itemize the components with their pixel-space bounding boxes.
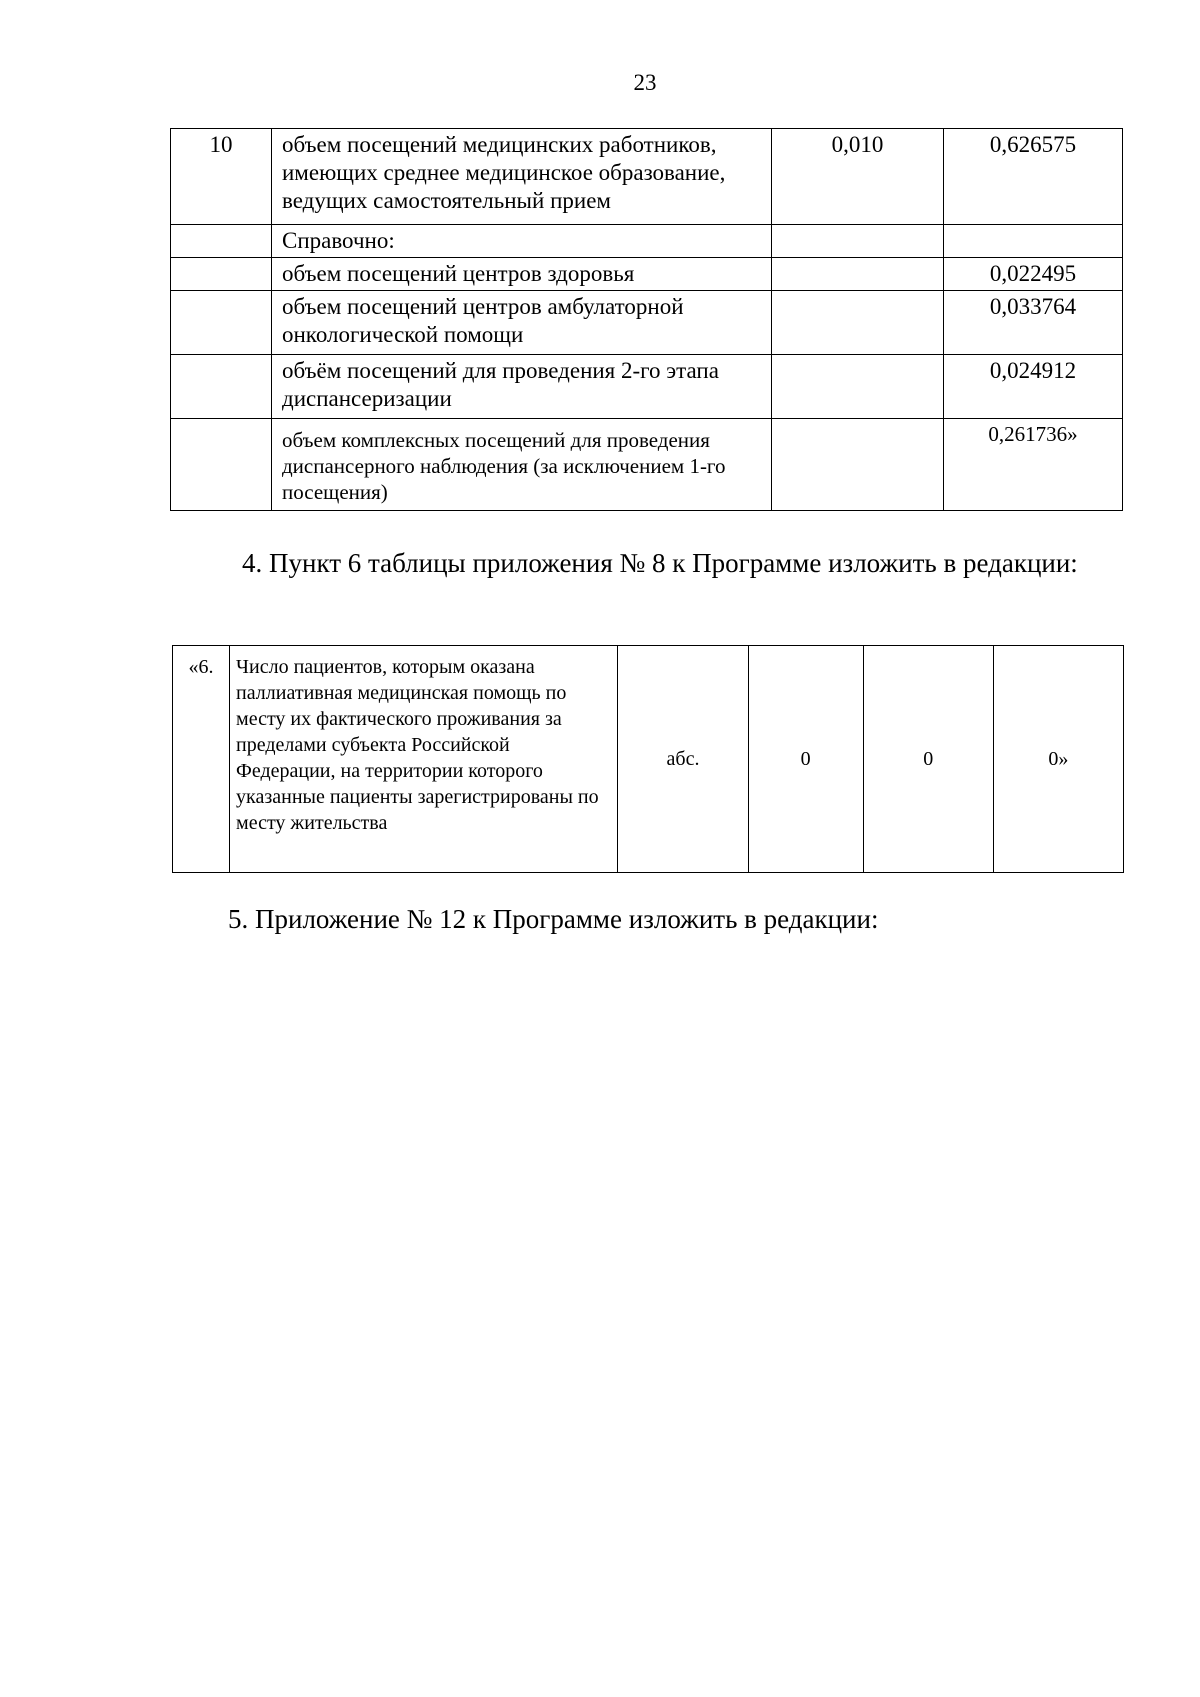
value-cell-3: 0» bbox=[993, 646, 1123, 873]
row-description: объем посещений центров амбулаторной онкологической помощи bbox=[272, 291, 772, 355]
value-cell-1: 0 bbox=[748, 646, 863, 873]
row-description: объем посещений медицинских работников, имеющих среднее медицинское образование, ведущих самостоятельный прием bbox=[272, 129, 772, 225]
row-value-2: 0,033764 bbox=[944, 291, 1123, 355]
row-value-1 bbox=[772, 419, 944, 511]
paragraph-item-4: 4. Пункт 6 таблицы приложения № 8 к Программе изложить в редакции: bbox=[242, 548, 1078, 578]
row-value-2: 0,626575 bbox=[944, 129, 1123, 225]
row-value-1 bbox=[772, 258, 944, 291]
row-value-1 bbox=[772, 225, 944, 258]
row-description: объем комплексных посещений для проведения диспансерного наблюдения (за исключением 1-го посещения) bbox=[272, 419, 772, 511]
row-value-1 bbox=[772, 355, 944, 419]
indicators-table bbox=[170, 128, 1123, 511]
table-row bbox=[171, 225, 1123, 258]
row-value-2 bbox=[944, 225, 1123, 258]
row-description: Справочно: bbox=[272, 225, 772, 258]
row-description: объём посещений для проведения 2-го этапа диспансеризации bbox=[272, 355, 772, 419]
row-number: 10 bbox=[171, 129, 272, 225]
row-number bbox=[171, 419, 272, 511]
table-row bbox=[171, 355, 1123, 419]
replacement-table bbox=[172, 645, 1124, 873]
table-row bbox=[171, 419, 1123, 511]
row-number bbox=[171, 291, 272, 355]
row-number bbox=[171, 258, 272, 291]
table-row bbox=[171, 291, 1123, 355]
page-number: 23 bbox=[633, 70, 657, 95]
table-row bbox=[173, 646, 1124, 873]
paragraph-item-5: 5. Приложение № 12 к Программе изложить в редакции: bbox=[228, 904, 879, 934]
row-description: объем посещений центров здоровья bbox=[272, 258, 772, 291]
row-value-2: 0,022495 bbox=[944, 258, 1123, 291]
table-row bbox=[171, 258, 1123, 291]
value-cell-2: 0 bbox=[863, 646, 993, 873]
row-description: Число пациентов, которым оказана паллиативная медицинская помощь по месту их фактического проживания за пределами субъекта Российской Федерации, на территории которого указанные пациенты зарегистрированы по месту жительства bbox=[230, 646, 618, 873]
row-number bbox=[171, 225, 272, 258]
row-value-2: 0,024912 bbox=[944, 355, 1123, 419]
row-number bbox=[171, 355, 272, 419]
unit-cell: абс. bbox=[618, 646, 748, 873]
table-row bbox=[171, 129, 1123, 225]
row-value-1 bbox=[772, 291, 944, 355]
row-value-1: 0,010 bbox=[772, 129, 944, 225]
row-number: «6. bbox=[173, 646, 230, 873]
row-value-2: 0,261736» bbox=[944, 419, 1123, 511]
